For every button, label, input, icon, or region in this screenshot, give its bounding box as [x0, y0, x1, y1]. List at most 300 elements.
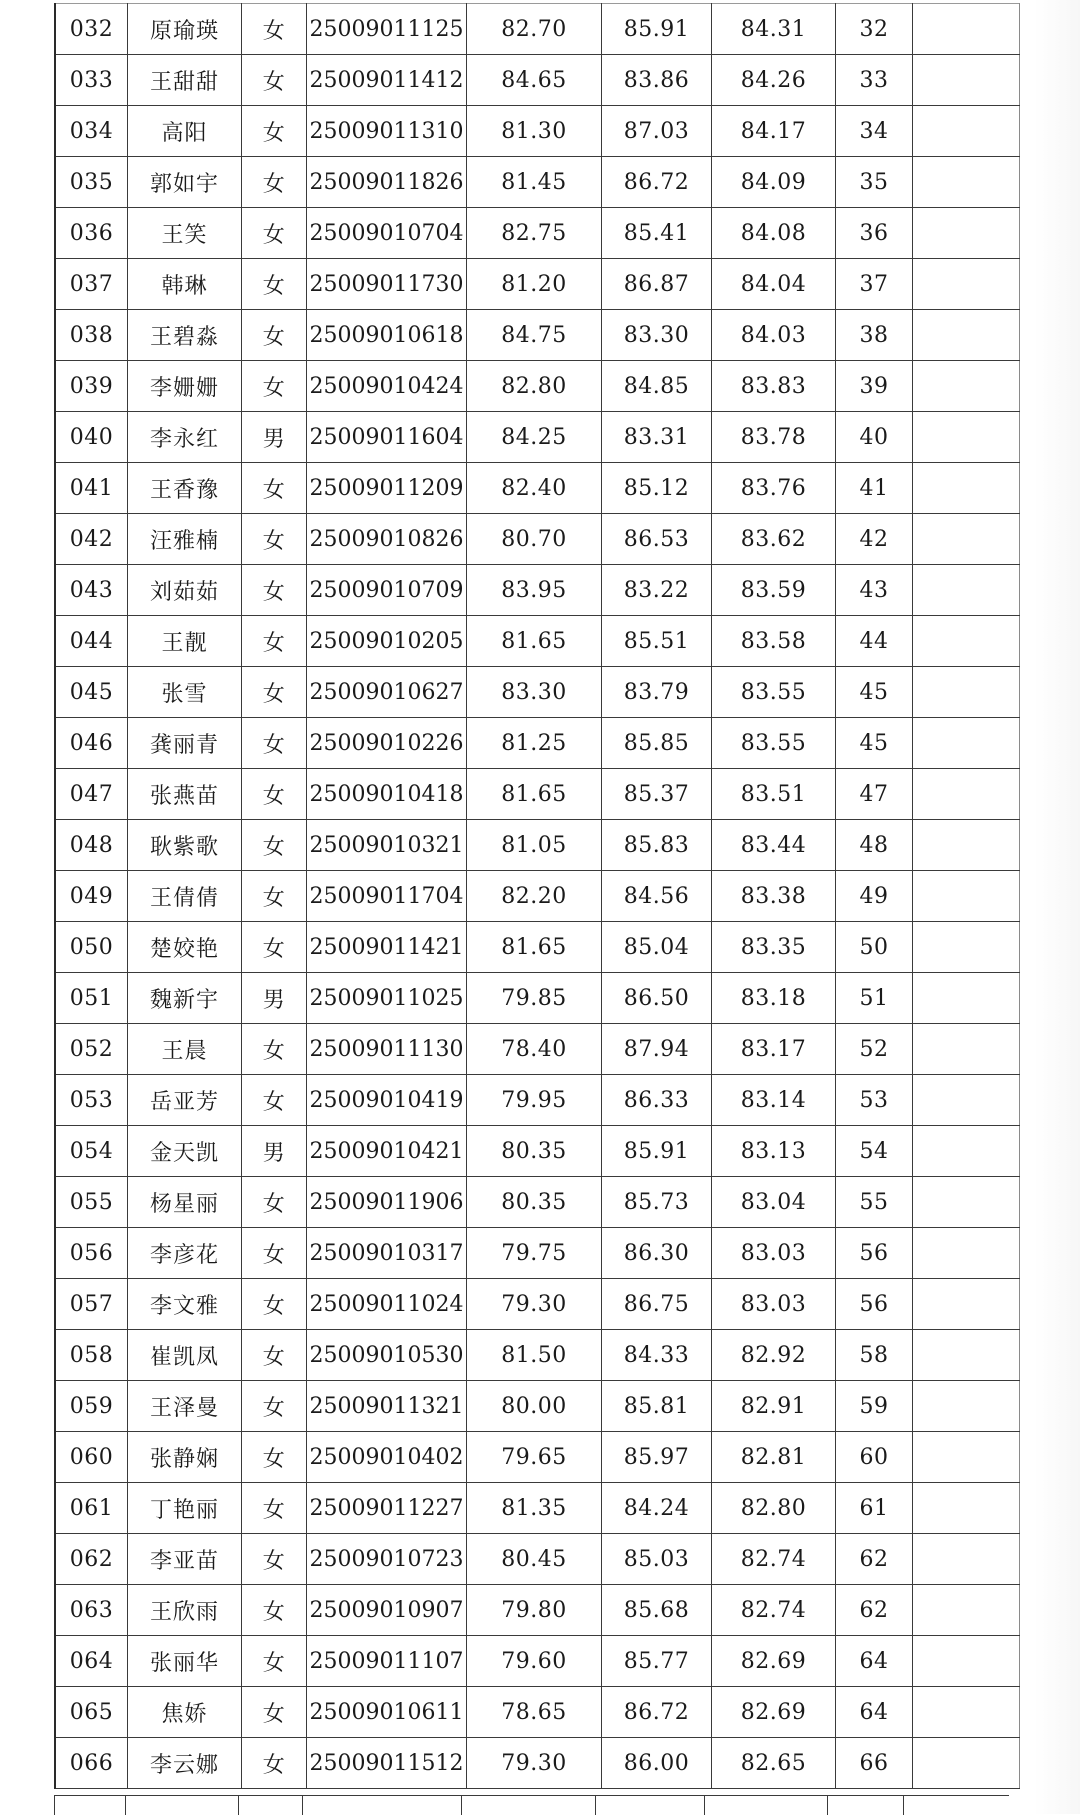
cell-exam-id: 25009010611 [307, 1687, 467, 1738]
cell-rank: 61 [836, 1483, 913, 1534]
cell-rank: 56 [836, 1279, 913, 1330]
cell-note [913, 1534, 1020, 1585]
cell-interview-score: 86.72 [602, 1687, 712, 1738]
table-row [55, 361, 1020, 412]
cell-seq-no: 058 [55, 1330, 128, 1381]
cell-exam-id: 25009010907 [307, 1585, 467, 1636]
cell-total-score: 82.91 [712, 1381, 836, 1432]
cell-written-score: 81.20 [467, 259, 602, 310]
cell-note [913, 208, 1020, 259]
cell-total-score: 83.58 [712, 616, 836, 667]
cell-name: 魏新宇 [128, 973, 242, 1024]
cell-interview-score: 86.72 [602, 157, 712, 208]
cell-seq-no: 035 [55, 157, 128, 208]
cell-written-score: 81.50 [467, 1330, 602, 1381]
cell-interview-score: 85.91 [602, 4, 712, 55]
table-row [55, 871, 1020, 922]
cell-written-score: 79.85 [467, 973, 602, 1024]
cell-seq-no: 052 [55, 1024, 128, 1075]
cell-total-score: 83.13 [712, 1126, 836, 1177]
cell-total-score: 83.14 [712, 1075, 836, 1126]
cell-note [913, 1024, 1020, 1075]
table-row [55, 55, 1020, 106]
cell-interview-score: 85.12 [602, 463, 712, 514]
cell-seq-no: 032 [55, 4, 128, 55]
cell-interview-score: 85.51 [602, 616, 712, 667]
cell-written-score: 81.25 [467, 718, 602, 769]
cell-interview-score: 85.85 [602, 718, 712, 769]
cell-seq-no: 048 [55, 820, 128, 871]
cell-interview-score: 85.04 [602, 922, 712, 973]
cell-note [913, 1381, 1020, 1432]
table-row [55, 310, 1020, 361]
table-row [55, 1126, 1020, 1177]
cell-gender: 女 [242, 820, 307, 871]
cell-gender: 女 [242, 514, 307, 565]
cell-rank: 36 [836, 208, 913, 259]
table-row [55, 259, 1020, 310]
cell-gender: 女 [242, 667, 307, 718]
cell-written-score: 81.35 [467, 1483, 602, 1534]
cell-gender: 女 [242, 718, 307, 769]
cell-total-score: 83.51 [712, 769, 836, 820]
cell-note [913, 106, 1020, 157]
score-table-body [55, 4, 1020, 1789]
cell-seq-no: 059 [55, 1381, 128, 1432]
cell-note [913, 1126, 1020, 1177]
cell-written-score: 78.65 [467, 1687, 602, 1738]
cell-exam-id: 25009011209 [307, 463, 467, 514]
cell-name: 王晨 [128, 1024, 242, 1075]
cell-note [913, 157, 1020, 208]
cell-written-score: 79.80 [467, 1585, 602, 1636]
cell-written-score: 80.35 [467, 1126, 602, 1177]
cell-total-score: 82.80 [712, 1483, 836, 1534]
cell-interview-score: 85.97 [602, 1432, 712, 1483]
cell-written-score: 79.65 [467, 1432, 602, 1483]
table-row [55, 1279, 1020, 1330]
cell-gender: 女 [242, 1075, 307, 1126]
cell-written-score: 80.00 [467, 1381, 602, 1432]
cell-interview-score: 85.77 [602, 1636, 712, 1687]
cell-exam-id: 25009010419 [307, 1075, 467, 1126]
cell-seq-no: 049 [55, 871, 128, 922]
cell-exam-id: 25009011321 [307, 1381, 467, 1432]
table-row [55, 463, 1020, 514]
table-row [55, 565, 1020, 616]
cell-rank: 34 [836, 106, 913, 157]
cell-total-score: 83.38 [712, 871, 836, 922]
cell-total-score: 84.26 [712, 55, 836, 106]
cell-exam-id: 25009010421 [307, 1126, 467, 1177]
cell-name: 李姗姗 [128, 361, 242, 412]
cell-exam-id: 25009011412 [307, 55, 467, 106]
table-row [55, 1228, 1020, 1279]
cell-exam-id: 25009011025 [307, 973, 467, 1024]
cell-written-score: 79.60 [467, 1636, 602, 1687]
cell-total-score: 84.09 [712, 157, 836, 208]
cell-exam-id: 25009010226 [307, 718, 467, 769]
cell-name: 丁艳丽 [128, 1483, 242, 1534]
cell-rank: 56 [836, 1228, 913, 1279]
cell-exam-id: 25009011906 [307, 1177, 467, 1228]
cell-total-score: 84.31 [712, 4, 836, 55]
cell-total-score: 83.03 [712, 1228, 836, 1279]
cell-seq-no: 047 [55, 769, 128, 820]
cell-name: 刘茹茹 [128, 565, 242, 616]
table-row [55, 616, 1020, 667]
cell-written-score: 83.30 [467, 667, 602, 718]
cell-exam-id: 25009010530 [307, 1330, 467, 1381]
cell-total-score: 83.17 [712, 1024, 836, 1075]
cell-gender: 女 [242, 208, 307, 259]
cell-exam-id: 25009010424 [307, 361, 467, 412]
cell-interview-score: 86.00 [602, 1738, 712, 1789]
cell-total-score: 82.92 [712, 1330, 836, 1381]
cell-interview-score: 85.41 [602, 208, 712, 259]
cell-interview-score: 85.03 [602, 1534, 712, 1585]
table-row [55, 208, 1020, 259]
cell-rank: 38 [836, 310, 913, 361]
cell-note [913, 361, 1020, 412]
cell-seq-no: 056 [55, 1228, 128, 1279]
cell-note [913, 1585, 1020, 1636]
cell-total-score: 82.81 [712, 1432, 836, 1483]
table-row [55, 1534, 1020, 1585]
cell-gender: 男 [242, 1126, 307, 1177]
cell-gender: 女 [242, 1687, 307, 1738]
cell-gender: 女 [242, 106, 307, 157]
cell-note [913, 1432, 1020, 1483]
cell-written-score: 82.75 [467, 208, 602, 259]
cell-name: 龚丽青 [128, 718, 242, 769]
cell-note [913, 1738, 1020, 1789]
cell-name: 金天凯 [128, 1126, 242, 1177]
cell-gender: 女 [242, 1381, 307, 1432]
cell-gender: 男 [242, 412, 307, 463]
cell-interview-score: 85.83 [602, 820, 712, 871]
cell-rank: 55 [836, 1177, 913, 1228]
cell-total-score: 82.69 [712, 1687, 836, 1738]
cell-interview-score: 86.75 [602, 1279, 712, 1330]
cell-name: 王欣雨 [128, 1585, 242, 1636]
cell-interview-score: 84.33 [602, 1330, 712, 1381]
cell-seq-no: 040 [55, 412, 128, 463]
cell-rank: 62 [836, 1534, 913, 1585]
cell-note [913, 259, 1020, 310]
cell-total-score: 82.69 [712, 1636, 836, 1687]
cell-exam-id: 25009011512 [307, 1738, 467, 1789]
cell-gender: 女 [242, 310, 307, 361]
cell-gender: 女 [242, 1585, 307, 1636]
cell-exam-id: 25009011704 [307, 871, 467, 922]
table-row [55, 769, 1020, 820]
cell-rank: 62 [836, 1585, 913, 1636]
table-row [55, 1585, 1020, 1636]
cell-gender: 女 [242, 1636, 307, 1687]
cell-gender: 女 [242, 1432, 307, 1483]
cell-rank: 48 [836, 820, 913, 871]
cell-exam-id: 25009010618 [307, 310, 467, 361]
cell-name: 张丽华 [128, 1636, 242, 1687]
score-table [54, 3, 1020, 1789]
cell-seq-no: 041 [55, 463, 128, 514]
table-row [55, 1075, 1020, 1126]
cell-total-score: 82.74 [712, 1534, 836, 1585]
cell-total-score: 83.35 [712, 922, 836, 973]
next-row-partial [54, 1795, 1009, 1815]
cell-name: 王倩倩 [128, 871, 242, 922]
cell-rank: 60 [836, 1432, 913, 1483]
cell-note [913, 1075, 1020, 1126]
cell-seq-no: 053 [55, 1075, 128, 1126]
cell-written-score: 79.30 [467, 1279, 602, 1330]
cell-exam-id: 25009010321 [307, 820, 467, 871]
table-row [55, 820, 1020, 871]
cell-total-score: 83.04 [712, 1177, 836, 1228]
cell-exam-id: 25009011125 [307, 4, 467, 55]
cell-name: 汪雅楠 [128, 514, 242, 565]
cell-interview-score: 85.37 [602, 769, 712, 820]
cell-total-score: 83.55 [712, 718, 836, 769]
cell-written-score: 82.80 [467, 361, 602, 412]
cell-name: 李云娜 [128, 1738, 242, 1789]
cell-gender: 女 [242, 1177, 307, 1228]
cell-seq-no: 063 [55, 1585, 128, 1636]
cell-written-score: 79.75 [467, 1228, 602, 1279]
cell-written-score: 82.70 [467, 4, 602, 55]
cell-name: 高阳 [128, 106, 242, 157]
cell-total-score: 84.03 [712, 310, 836, 361]
cell-interview-score: 85.68 [602, 1585, 712, 1636]
cell-exam-id: 25009011310 [307, 106, 467, 157]
cell-gender: 女 [242, 4, 307, 55]
cell-interview-score: 86.50 [602, 973, 712, 1024]
cell-seq-no: 033 [55, 55, 128, 106]
cell-name: 李文雅 [128, 1279, 242, 1330]
cell-interview-score: 83.79 [602, 667, 712, 718]
cell-interview-score: 85.81 [602, 1381, 712, 1432]
cell-exam-id: 25009010826 [307, 514, 467, 565]
table-row [55, 1636, 1020, 1687]
table-row [55, 1177, 1020, 1228]
cell-gender: 女 [242, 361, 307, 412]
cell-written-score: 80.35 [467, 1177, 602, 1228]
cell-written-score: 78.40 [467, 1024, 602, 1075]
cell-rank: 42 [836, 514, 913, 565]
cell-name: 韩琳 [128, 259, 242, 310]
cell-seq-no: 046 [55, 718, 128, 769]
cell-name: 王笑 [128, 208, 242, 259]
cell-gender: 女 [242, 922, 307, 973]
cell-interview-score: 86.30 [602, 1228, 712, 1279]
cell-total-score: 82.74 [712, 1585, 836, 1636]
cell-rank: 41 [836, 463, 913, 514]
cell-note [913, 1687, 1020, 1738]
cell-gender: 女 [242, 871, 307, 922]
cell-exam-id: 25009011107 [307, 1636, 467, 1687]
table-row [55, 1330, 1020, 1381]
cell-seq-no: 045 [55, 667, 128, 718]
cell-note [913, 1483, 1020, 1534]
cell-rank: 33 [836, 55, 913, 106]
cell-interview-score: 87.03 [602, 106, 712, 157]
cell-name: 原瑜瑛 [128, 4, 242, 55]
cell-note [913, 310, 1020, 361]
cell-seq-no: 055 [55, 1177, 128, 1228]
cell-exam-id: 25009010205 [307, 616, 467, 667]
cell-interview-score: 86.53 [602, 514, 712, 565]
cell-name: 岳亚芳 [128, 1075, 242, 1126]
table-row [55, 667, 1020, 718]
cell-gender: 女 [242, 1483, 307, 1534]
cell-interview-score: 83.30 [602, 310, 712, 361]
cell-gender: 女 [242, 1279, 307, 1330]
cell-rank: 53 [836, 1075, 913, 1126]
cell-written-score: 81.45 [467, 157, 602, 208]
cell-name: 李彦花 [128, 1228, 242, 1279]
table-row [55, 1381, 1020, 1432]
cell-note [913, 1177, 1020, 1228]
cell-note [913, 463, 1020, 514]
cell-name: 王泽曼 [128, 1381, 242, 1432]
cell-total-score: 84.17 [712, 106, 836, 157]
table-row [55, 1432, 1020, 1483]
cell-gender: 女 [242, 1738, 307, 1789]
cell-exam-id: 25009010709 [307, 565, 467, 616]
cell-note [913, 1228, 1020, 1279]
cell-seq-no: 050 [55, 922, 128, 973]
cell-exam-id: 25009010418 [307, 769, 467, 820]
cell-rank: 40 [836, 412, 913, 463]
cell-rank: 39 [836, 361, 913, 412]
cell-total-score: 83.62 [712, 514, 836, 565]
cell-written-score: 82.40 [467, 463, 602, 514]
cell-exam-id: 25009010704 [307, 208, 467, 259]
cell-exam-id: 25009011421 [307, 922, 467, 973]
cell-note [913, 565, 1020, 616]
cell-gender: 女 [242, 1228, 307, 1279]
cell-interview-score: 86.33 [602, 1075, 712, 1126]
cell-interview-score: 86.87 [602, 259, 712, 310]
cell-name: 王甜甜 [128, 55, 242, 106]
cell-note [913, 667, 1020, 718]
cell-seq-no: 065 [55, 1687, 128, 1738]
cell-rank: 43 [836, 565, 913, 616]
cell-rank: 50 [836, 922, 913, 973]
cell-written-score: 84.65 [467, 55, 602, 106]
cell-exam-id: 25009010627 [307, 667, 467, 718]
cell-name: 李亚苗 [128, 1534, 242, 1585]
cell-seq-no: 038 [55, 310, 128, 361]
cell-rank: 54 [836, 1126, 913, 1177]
table-row [55, 412, 1020, 463]
cell-exam-id: 25009010402 [307, 1432, 467, 1483]
table-row [55, 922, 1020, 973]
table-row [55, 4, 1020, 55]
cell-note [913, 4, 1020, 55]
table-row [55, 514, 1020, 565]
cell-name: 杨星丽 [128, 1177, 242, 1228]
cell-written-score: 81.05 [467, 820, 602, 871]
cell-name: 郭如宇 [128, 157, 242, 208]
cell-note [913, 922, 1020, 973]
cell-seq-no: 064 [55, 1636, 128, 1687]
cell-name: 张雪 [128, 667, 242, 718]
cell-seq-no: 037 [55, 259, 128, 310]
cell-name: 崔凯凤 [128, 1330, 242, 1381]
cell-seq-no: 062 [55, 1534, 128, 1585]
cell-seq-no: 042 [55, 514, 128, 565]
cell-total-score: 83.78 [712, 412, 836, 463]
cell-rank: 64 [836, 1636, 913, 1687]
cell-total-score: 83.76 [712, 463, 836, 514]
cell-interview-score: 84.85 [602, 361, 712, 412]
cell-exam-id: 25009010723 [307, 1534, 467, 1585]
cell-note [913, 871, 1020, 922]
cell-gender: 女 [242, 259, 307, 310]
cell-note [913, 1636, 1020, 1687]
cell-exam-id: 25009011130 [307, 1024, 467, 1075]
cell-name: 王碧淼 [128, 310, 242, 361]
cell-written-score: 84.75 [467, 310, 602, 361]
cell-seq-no: 054 [55, 1126, 128, 1177]
cell-note [913, 514, 1020, 565]
cell-seq-no: 051 [55, 973, 128, 1024]
cell-seq-no: 066 [55, 1738, 128, 1789]
cell-exam-id: 25009011730 [307, 259, 467, 310]
cell-name: 张燕苗 [128, 769, 242, 820]
cell-written-score: 81.30 [467, 106, 602, 157]
cell-written-score: 83.95 [467, 565, 602, 616]
cell-gender: 女 [242, 157, 307, 208]
cell-note [913, 973, 1020, 1024]
cell-seq-no: 034 [55, 106, 128, 157]
cell-name: 焦娇 [128, 1687, 242, 1738]
cell-written-score: 81.65 [467, 616, 602, 667]
cell-interview-score: 83.31 [602, 412, 712, 463]
cell-rank: 51 [836, 973, 913, 1024]
cell-total-score: 83.55 [712, 667, 836, 718]
cell-name: 楚姣艳 [128, 922, 242, 973]
cell-seq-no: 039 [55, 361, 128, 412]
cell-gender: 女 [242, 616, 307, 667]
cell-gender: 女 [242, 565, 307, 616]
table-row [55, 106, 1020, 157]
table-row [55, 1687, 1020, 1738]
cell-interview-score: 83.86 [602, 55, 712, 106]
cell-name: 王靓 [128, 616, 242, 667]
cell-total-score: 83.18 [712, 973, 836, 1024]
cell-exam-id: 25009011227 [307, 1483, 467, 1534]
cell-rank: 47 [836, 769, 913, 820]
table-row [55, 718, 1020, 769]
cell-seq-no: 060 [55, 1432, 128, 1483]
cell-interview-score: 85.91 [602, 1126, 712, 1177]
cell-note [913, 55, 1020, 106]
cell-seq-no: 043 [55, 565, 128, 616]
cell-rank: 45 [836, 667, 913, 718]
cell-exam-id: 25009011826 [307, 157, 467, 208]
table-row [55, 1024, 1020, 1075]
cell-written-score: 80.70 [467, 514, 602, 565]
cell-note [913, 1279, 1020, 1330]
cell-note [913, 769, 1020, 820]
cell-name: 李永红 [128, 412, 242, 463]
cell-seq-no: 044 [55, 616, 128, 667]
cell-note [913, 1330, 1020, 1381]
cell-rank: 58 [836, 1330, 913, 1381]
